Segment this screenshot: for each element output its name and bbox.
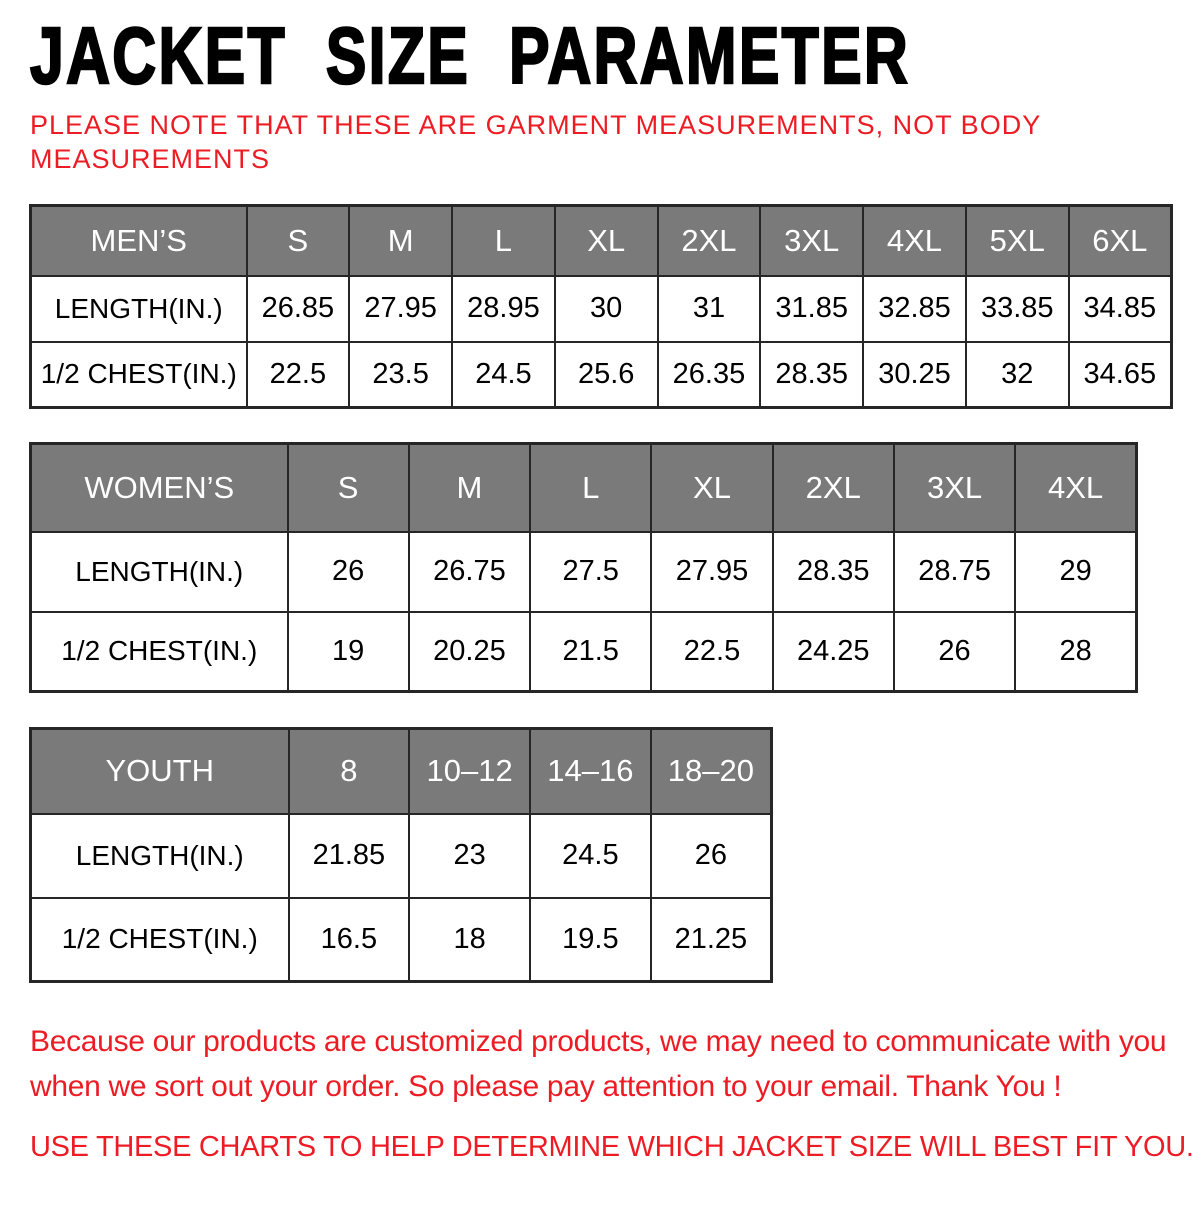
youth-size-header: 18–20 [651,729,772,814]
garment-note-line-2: MEASUREMENTS [30,144,271,174]
womens-size-table [29,442,1138,693]
youth-value-cell: 23 [409,814,530,898]
womens-size-header: 2XL [773,444,894,532]
customization-notice [30,1019,1200,1109]
youth-size-header: 14–16 [530,729,651,814]
mens-size-header: 2XL [658,206,761,276]
mens-value-cell: 31.85 [760,276,863,342]
mens-data-row [31,342,1172,408]
mens-header-row [31,206,1172,276]
mens-size-table [29,204,1173,409]
womens-value-cell: 26.75 [409,532,530,612]
womens-value-cell: 28.75 [894,532,1015,612]
womens-value-cell: 21.5 [530,612,651,692]
womens-value-cell: 27.5 [530,532,651,612]
mens-value-cell: 27.95 [349,276,452,342]
mens-row-label: LENGTH(IN.) [31,276,247,342]
mens-size-header: S [247,206,350,276]
page-title [30,11,1200,100]
mens-size-header: M [349,206,452,276]
youth-row-label: LENGTH(IN.) [31,814,289,898]
mens-table-title: MEN’S [31,206,247,276]
youth-data-row [31,814,772,898]
mens-value-cell: 30 [555,276,658,342]
youth-value-cell: 18 [409,898,530,982]
womens-data-row [31,532,1137,612]
womens-value-cell: 29 [1015,532,1136,612]
jacket-size-chart-page [0,11,1200,1224]
mens-value-cell: 22.5 [247,342,350,408]
youth-value-cell: 21.25 [651,898,772,982]
mens-size-header: XL [555,206,658,276]
womens-value-cell: 27.95 [651,532,772,612]
womens-size-header: M [409,444,530,532]
mens-size-header: L [452,206,555,276]
mens-value-cell: 24.5 [452,342,555,408]
womens-data-row [31,612,1137,692]
youth-value-cell: 26 [651,814,772,898]
mens-value-cell: 31 [658,276,761,342]
youth-value-cell: 21.85 [289,814,410,898]
womens-size-header: 4XL [1015,444,1136,532]
womens-value-cell: 28 [1015,612,1136,692]
womens-value-cell: 19 [288,612,409,692]
mens-value-cell: 32.85 [863,276,966,342]
mens-value-cell: 33.85 [966,276,1069,342]
womens-size-header: XL [651,444,772,532]
mens-value-cell: 34.65 [1069,342,1172,408]
womens-value-cell: 22.5 [651,612,772,692]
mens-size-header: 5XL [966,206,1069,276]
garment-measurement-note [30,108,1200,176]
youth-header-row [31,729,772,814]
mens-value-cell: 25.6 [555,342,658,408]
womens-row-label: 1/2 CHEST(IN.) [31,612,288,692]
youth-size-header: 10–12 [409,729,530,814]
youth-value-cell: 19.5 [530,898,651,982]
mens-value-cell: 23.5 [349,342,452,408]
mens-size-header: 6XL [1069,206,1172,276]
womens-size-header: L [530,444,651,532]
womens-value-cell: 26 [894,612,1015,692]
youth-value-cell: 24.5 [530,814,651,898]
mens-value-cell: 26.35 [658,342,761,408]
womens-header-row [31,444,1137,532]
womens-value-cell: 20.25 [409,612,530,692]
mens-row-label: 1/2 CHEST(IN.) [31,342,247,408]
womens-row-label: LENGTH(IN.) [31,532,288,612]
page-title-text: JACKET SIZE PARAMETER [30,11,911,100]
mens-value-cell: 32 [966,342,1069,408]
customization-notice-line-2: when we sort out your order. So please pay attention to your email. Thank You ! [30,1070,1062,1103]
womens-table-title: WOMEN’S [31,444,288,532]
womens-size-header: 3XL [894,444,1015,532]
garment-note-line-1: PLEASE NOTE THAT THESE ARE GARMENT MEASUREMENTS, NOT BODY [30,110,1042,140]
mens-value-cell: 30.25 [863,342,966,408]
womens-value-cell: 28.35 [773,532,894,612]
mens-value-cell: 28.35 [760,342,863,408]
mens-size-header: 3XL [760,206,863,276]
youth-row-label: 1/2 CHEST(IN.) [31,898,289,982]
womens-value-cell: 24.25 [773,612,894,692]
mens-value-cell: 28.95 [452,276,555,342]
womens-size-header: S [288,444,409,532]
mens-value-cell: 26.85 [247,276,350,342]
chart-usage-instruction: USE THESE CHARTS TO HELP DETERMINE WHICH JACKET SIZE WILL BEST FIT YOU. [30,1131,1194,1163]
youth-size-table [29,727,773,983]
womens-value-cell: 26 [288,532,409,612]
mens-data-row [31,276,1172,342]
youth-value-cell: 16.5 [289,898,410,982]
youth-table-title: YOUTH [31,729,289,814]
customization-notice-line-1: Because our products are customized products, we may need to communicate with you [30,1025,1167,1058]
youth-data-row [31,898,772,982]
youth-size-header: 8 [289,729,410,814]
mens-size-header: 4XL [863,206,966,276]
mens-value-cell: 34.85 [1069,276,1172,342]
